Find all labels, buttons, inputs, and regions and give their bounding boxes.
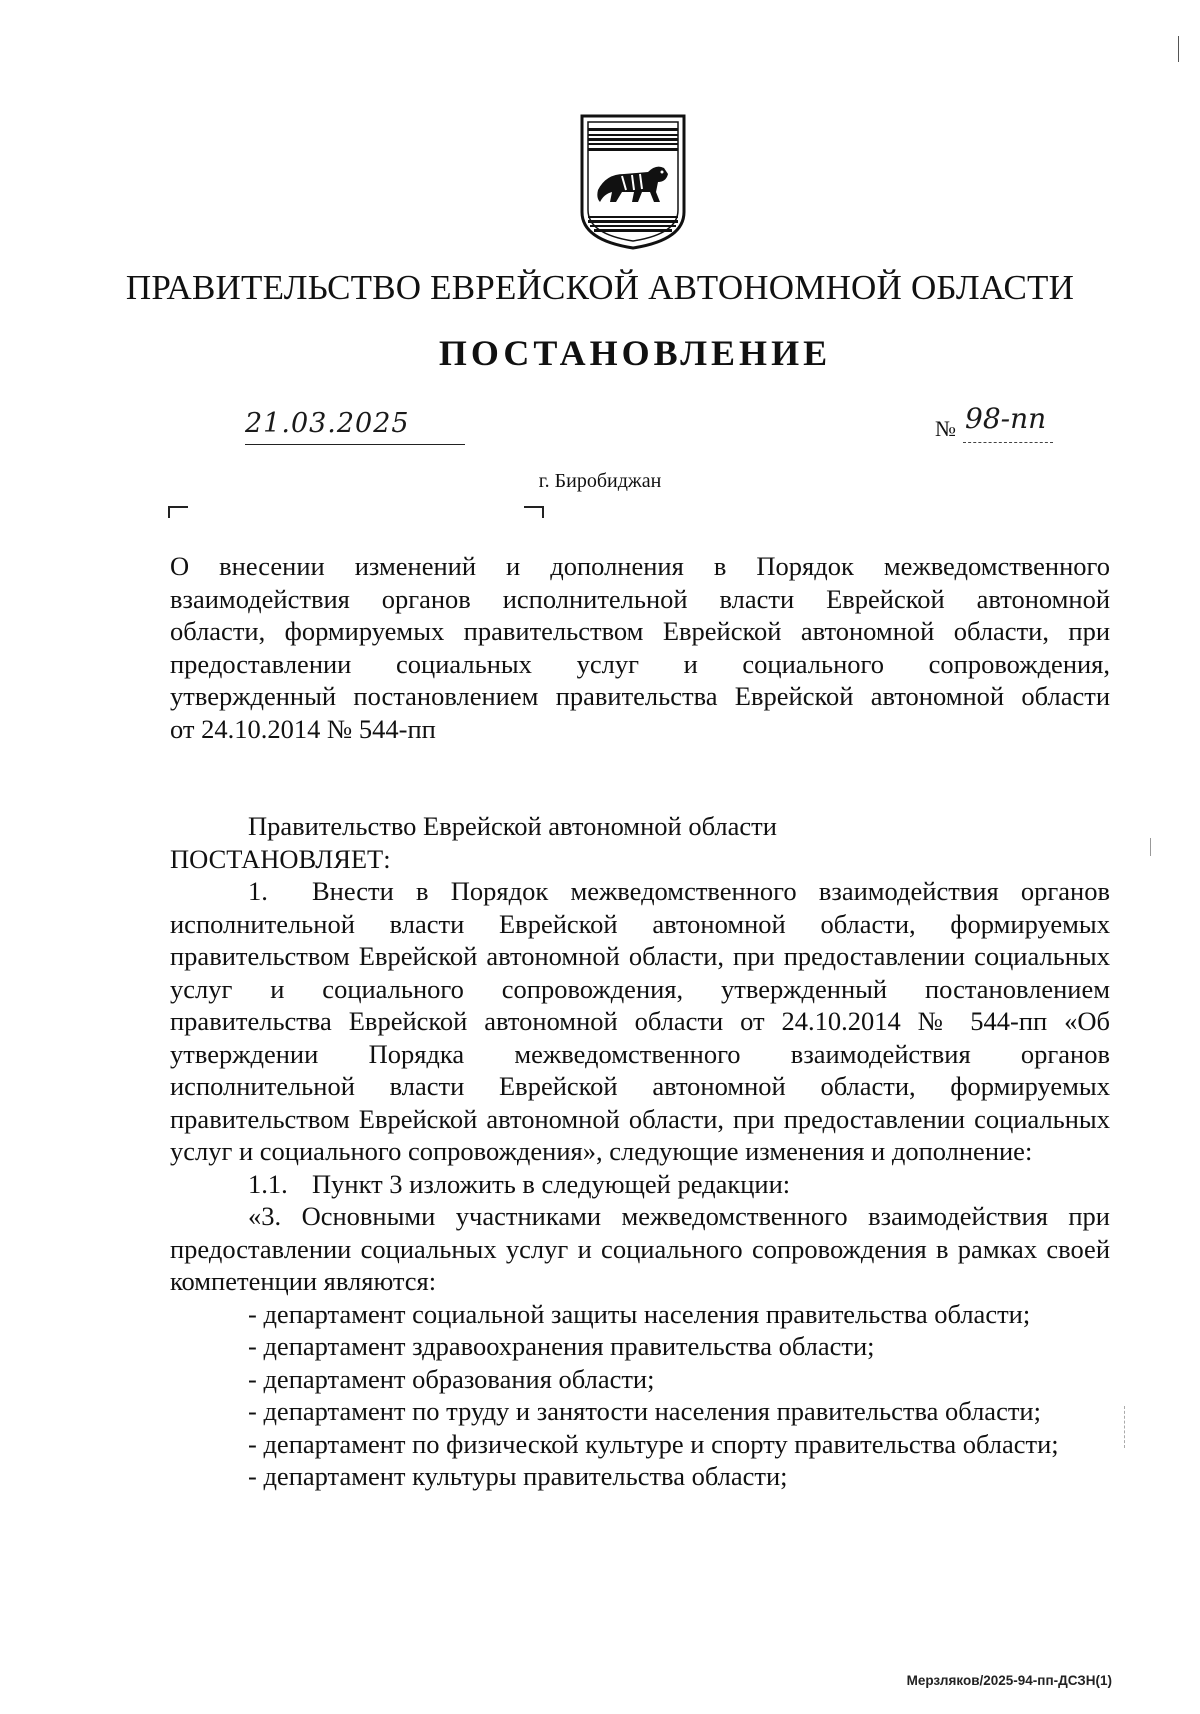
coat-of-arms-emblem <box>576 112 690 252</box>
document-body <box>170 810 1110 1493</box>
subject-line: утвержденный постановлением правительства Еврейской автономной области <box>170 681 1110 711</box>
item-1-1 <box>170 1168 1110 1201</box>
participant-item: - департамент образования области; <box>248 1363 655 1394</box>
item-1-1-text: Пункт 3 изложить в следующей редакции: <box>312 1168 791 1199</box>
organization-title: ПРАВИТЕЛЬСТВО ЕВРЕЙСКОЙ АВТОНОМНОЙ ОБЛАСТИ <box>125 268 1075 307</box>
subject-corner-right <box>524 506 544 518</box>
participant-item: - департамент здравоохранения правительства области; <box>248 1331 875 1361</box>
participant-item: - департамент по физической культуре и спорту правительства области; <box>248 1428 1059 1459</box>
number-sign: № <box>935 416 956 441</box>
handwritten-number: 98-пп <box>965 402 1047 435</box>
scan-mark <box>1150 838 1151 856</box>
subject-line: предоставлении социальных услуг и социального сопровождения, <box>170 648 1110 679</box>
document-type-heading: ПОСТАНОВЛЕНИЕ <box>438 333 832 373</box>
subject-line: области, формируемых правительством Еврейской автономной области, при <box>170 616 1110 646</box>
number-underline <box>963 442 1053 443</box>
date-field <box>245 408 465 448</box>
document-subject <box>170 550 1110 745</box>
participant-item: - департамент социальной защиты населения правительства области; <box>248 1298 1031 1329</box>
resolves-heading: ПОСТАНОВЛЯЕТ: <box>170 843 391 874</box>
subject-line: взаимодействия органов исполнительной власти Еврейской автономной <box>170 583 1110 614</box>
participant-item: - департамент по труду и занятости населения правительства области; <box>248 1396 1041 1426</box>
subject-line: О внесении изменений и дополнения в Порядок межведомственного <box>170 551 1110 581</box>
item-1-text: Внести в Порядок межведомственного взаимодействия органов исполнительной власти Еврейской автономной области, формируемых правительством Еврейской автономной области, при предоставлении социальных услуг и социального сопровождения, утвержденный постановлением правительства Еврейской автономной области от 24.10.2014 № 544-пп «Об утверждении Порядка межведомственного взаимодействия органов исполнительной власти Еврейской автономной области, формируемых правительством Еврейской автономной области, при предоставлении социальных услуг и социального сопровождения», следующие изменения и дополнение: <box>170 876 1110 1166</box>
preamble-line: Правительство Еврейской автономной области <box>248 811 777 841</box>
item-1-1-number: 1.1. <box>248 1168 288 1199</box>
file-reference: Мерзляков/2025-94-пп-ДСЗН(1) <box>906 1673 1112 1688</box>
subject-corner-left <box>168 506 188 518</box>
item-1 <box>170 875 1110 1168</box>
handwritten-date: 21.03.2025 <box>245 408 410 439</box>
scan-mark <box>1178 36 1179 62</box>
item-1-number: 1. <box>248 876 268 906</box>
date-underline <box>245 444 465 445</box>
quote-intro: «3. Основными участниками межведомственного взаимодействия при предоставлении социальных услуг и социального сопровождения в рамках своей компетенции являются: <box>170 1201 1110 1296</box>
scan-mark <box>1124 1406 1125 1448</box>
subject-line: от 24.10.2014 № 544-пп <box>170 713 436 744</box>
number-field <box>935 402 1055 446</box>
participant-item: - департамент культуры правительства области; <box>248 1461 788 1491</box>
city-name: г. Биробиджан <box>538 470 662 492</box>
